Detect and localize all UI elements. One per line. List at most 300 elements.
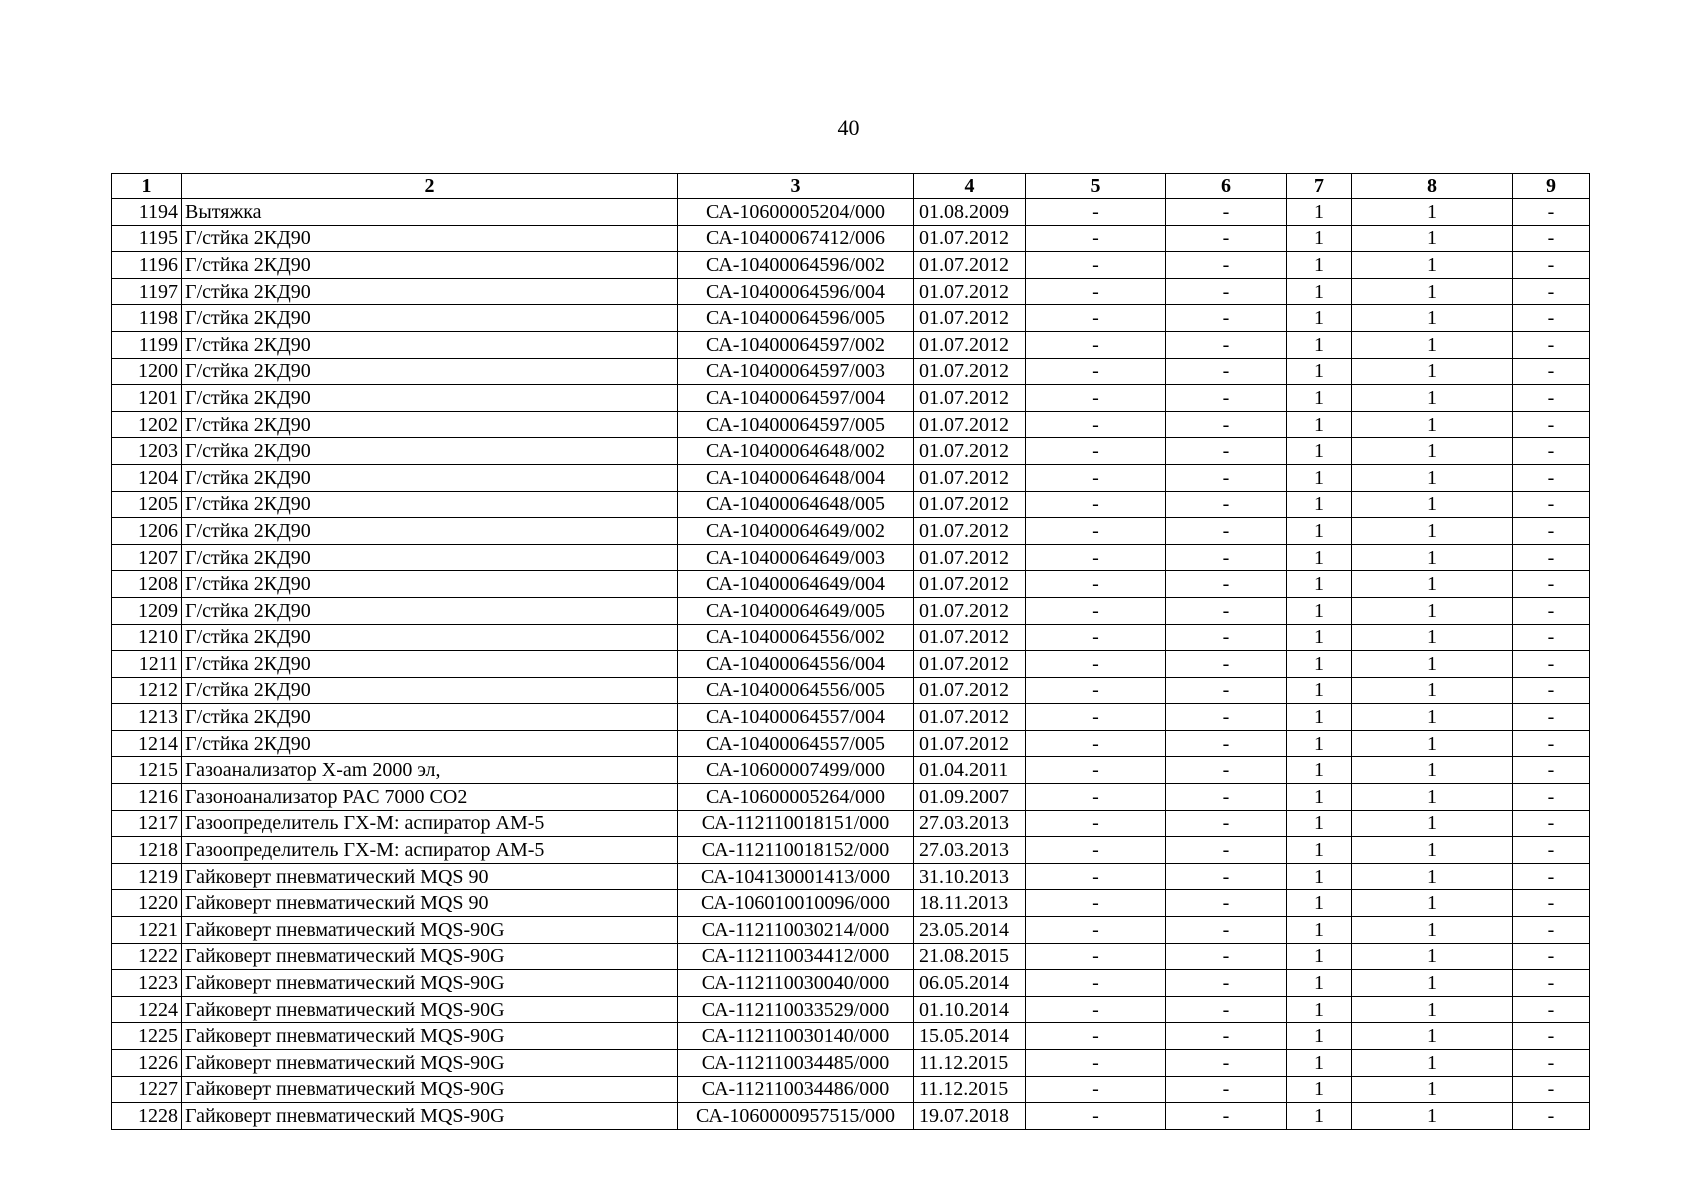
col7-cell: 1 <box>1287 411 1352 438</box>
col8-cell: 1 <box>1352 1023 1513 1050</box>
item-name-cell: Г/стйка 2КД90 <box>182 385 678 412</box>
col6-cell: - <box>1166 784 1287 811</box>
item-name-cell: Г/стйка 2КД90 <box>182 305 678 332</box>
table-row <box>112 544 1590 571</box>
col5-cell: - <box>1026 1076 1166 1103</box>
col9-cell: - <box>1513 305 1590 332</box>
item-name-cell: Г/стйка 2КД90 <box>182 358 678 385</box>
row-number-cell: 1199 <box>112 331 182 358</box>
inventory-code-cell: СА-10400064648/005 <box>678 491 914 518</box>
col5-cell: - <box>1026 784 1166 811</box>
table-row <box>112 278 1590 305</box>
col9-cell: - <box>1513 278 1590 305</box>
col5-cell: - <box>1026 305 1166 332</box>
date-cell: 01.07.2012 <box>914 624 1026 651</box>
col8-cell: 1 <box>1352 1076 1513 1103</box>
row-number-cell: 1202 <box>112 411 182 438</box>
inventory-code-cell: СА-112110033529/000 <box>678 996 914 1023</box>
row-number-cell: 1211 <box>112 651 182 678</box>
row-number-cell: 1204 <box>112 464 182 491</box>
inventory-code-cell: СА-112110034486/000 <box>678 1076 914 1103</box>
row-number-cell: 1225 <box>112 1023 182 1050</box>
table-row <box>112 411 1590 438</box>
column-header: 6 <box>1166 174 1287 199</box>
col8-cell: 1 <box>1352 597 1513 624</box>
item-name-cell: Газоопределитель ГХ-М: аспиратор АМ-5 <box>182 810 678 837</box>
col5-cell: - <box>1026 597 1166 624</box>
col9-cell: - <box>1513 331 1590 358</box>
col6-cell: - <box>1166 863 1287 890</box>
table-row <box>112 890 1590 917</box>
table-row <box>112 1023 1590 1050</box>
col7-cell: 1 <box>1287 970 1352 997</box>
inventory-code-cell: СА-10600007499/000 <box>678 757 914 784</box>
inventory-code-cell: СА-112110018151/000 <box>678 810 914 837</box>
table-row <box>112 491 1590 518</box>
col8-cell: 1 <box>1352 199 1513 226</box>
col9-cell: - <box>1513 970 1590 997</box>
col5-cell: - <box>1026 943 1166 970</box>
date-cell: 01.07.2012 <box>914 225 1026 252</box>
col5-cell: - <box>1026 810 1166 837</box>
row-number-cell: 1223 <box>112 970 182 997</box>
col5-cell: - <box>1026 385 1166 412</box>
table-row <box>112 624 1590 651</box>
col6-cell: - <box>1166 252 1287 279</box>
col9-cell: - <box>1513 518 1590 545</box>
item-name-cell: Гайковерт пневматический MQS-90G <box>182 1023 678 1050</box>
col8-cell: 1 <box>1352 917 1513 944</box>
date-cell: 19.07.2018 <box>914 1103 1026 1130</box>
row-number-cell: 1206 <box>112 518 182 545</box>
col7-cell: 1 <box>1287 571 1352 598</box>
table-row <box>112 917 1590 944</box>
col5-cell: - <box>1026 730 1166 757</box>
col5-cell: - <box>1026 1023 1166 1050</box>
col7-cell: 1 <box>1287 651 1352 678</box>
row-number-cell: 1221 <box>112 917 182 944</box>
item-name-cell: Гайковерт пневматический MQS-90G <box>182 917 678 944</box>
col7-cell: 1 <box>1287 438 1352 465</box>
inventory-code-cell: СА-10400064556/004 <box>678 651 914 678</box>
date-cell: 01.07.2012 <box>914 252 1026 279</box>
inventory-code-cell: СА-112110034485/000 <box>678 1050 914 1077</box>
col9-cell: - <box>1513 438 1590 465</box>
col5-cell: - <box>1026 491 1166 518</box>
date-cell: 06.05.2014 <box>914 970 1026 997</box>
row-number-cell: 1215 <box>112 757 182 784</box>
col6-cell: - <box>1166 438 1287 465</box>
col7-cell: 1 <box>1287 996 1352 1023</box>
table-row <box>112 1103 1590 1130</box>
col8-cell: 1 <box>1352 225 1513 252</box>
col6-cell: - <box>1166 624 1287 651</box>
inventory-code-cell: СА-10400064557/004 <box>678 704 914 731</box>
item-name-cell: Г/стйка 2КД90 <box>182 278 678 305</box>
col5-cell: - <box>1026 225 1166 252</box>
table-row <box>112 518 1590 545</box>
col8-cell: 1 <box>1352 278 1513 305</box>
inventory-code-cell: СА-106010010096/000 <box>678 890 914 917</box>
row-number-cell: 1216 <box>112 784 182 811</box>
item-name-cell: Газоноанализатор PAC 7000 CO2 <box>182 784 678 811</box>
inventory-code-cell: СА-10400064648/004 <box>678 464 914 491</box>
item-name-cell: Гайковерт пневматический MQS-90G <box>182 1103 678 1130</box>
col5-cell: - <box>1026 464 1166 491</box>
col8-cell: 1 <box>1352 358 1513 385</box>
col6-cell: - <box>1166 331 1287 358</box>
col8-cell: 1 <box>1352 757 1513 784</box>
col9-cell: - <box>1513 411 1590 438</box>
col6-cell: - <box>1166 1103 1287 1130</box>
col5-cell: - <box>1026 996 1166 1023</box>
col6-cell: - <box>1166 810 1287 837</box>
col8-cell: 1 <box>1352 730 1513 757</box>
row-number-cell: 1195 <box>112 225 182 252</box>
item-name-cell: Г/стйка 2КД90 <box>182 518 678 545</box>
row-number-cell: 1201 <box>112 385 182 412</box>
inventory-code-cell: СА-10400064597/003 <box>678 358 914 385</box>
row-number-cell: 1218 <box>112 837 182 864</box>
col8-cell: 1 <box>1352 305 1513 332</box>
table-row <box>112 837 1590 864</box>
col7-cell: 1 <box>1287 491 1352 518</box>
col6-cell: - <box>1166 970 1287 997</box>
column-header: 8 <box>1352 174 1513 199</box>
col8-cell: 1 <box>1352 331 1513 358</box>
item-name-cell: Г/стйка 2КД90 <box>182 225 678 252</box>
col6-cell: - <box>1166 730 1287 757</box>
col6-cell: - <box>1166 199 1287 226</box>
col6-cell: - <box>1166 917 1287 944</box>
row-number-cell: 1214 <box>112 730 182 757</box>
col5-cell: - <box>1026 651 1166 678</box>
col6-cell: - <box>1166 491 1287 518</box>
col9-cell: - <box>1513 597 1590 624</box>
col7-cell: 1 <box>1287 252 1352 279</box>
col9-cell: - <box>1513 704 1590 731</box>
col5-cell: - <box>1026 890 1166 917</box>
col6-cell: - <box>1166 677 1287 704</box>
col7-cell: 1 <box>1287 837 1352 864</box>
col7-cell: 1 <box>1287 624 1352 651</box>
col8-cell: 1 <box>1352 491 1513 518</box>
date-cell: 21.08.2015 <box>914 943 1026 970</box>
item-name-cell: Г/стйка 2КД90 <box>182 597 678 624</box>
col5-cell: - <box>1026 1050 1166 1077</box>
table-row <box>112 970 1590 997</box>
col7-cell: 1 <box>1287 225 1352 252</box>
item-name-cell: Гайковерт пневматический MQS-90G <box>182 943 678 970</box>
date-cell: 01.07.2012 <box>914 305 1026 332</box>
col5-cell: - <box>1026 438 1166 465</box>
date-cell: 01.07.2012 <box>914 385 1026 412</box>
col8-cell: 1 <box>1352 438 1513 465</box>
date-cell: 01.07.2012 <box>914 651 1026 678</box>
date-cell: 01.07.2012 <box>914 730 1026 757</box>
col8-cell: 1 <box>1352 890 1513 917</box>
col9-cell: - <box>1513 225 1590 252</box>
inventory-code-cell: СА-104130001413/000 <box>678 863 914 890</box>
col5-cell: - <box>1026 624 1166 651</box>
item-name-cell: Г/стйка 2КД90 <box>182 464 678 491</box>
table-row <box>112 996 1590 1023</box>
col5-cell: - <box>1026 199 1166 226</box>
table-row <box>112 677 1590 704</box>
row-number-cell: 1212 <box>112 677 182 704</box>
col6-cell: - <box>1166 385 1287 412</box>
col8-cell: 1 <box>1352 704 1513 731</box>
item-name-cell: Гайковерт пневматический MQS 90 <box>182 890 678 917</box>
date-cell: 11.12.2015 <box>914 1076 1026 1103</box>
row-number-cell: 1226 <box>112 1050 182 1077</box>
col9-cell: - <box>1513 863 1590 890</box>
table-row <box>112 757 1590 784</box>
inventory-code-cell: СА-10400064557/005 <box>678 730 914 757</box>
date-cell: 18.11.2013 <box>914 890 1026 917</box>
row-number-cell: 1213 <box>112 704 182 731</box>
col9-cell: - <box>1513 917 1590 944</box>
item-name-cell: Гайковерт пневматический MQS-90G <box>182 1050 678 1077</box>
col7-cell: 1 <box>1287 730 1352 757</box>
col7-cell: 1 <box>1287 278 1352 305</box>
col9-cell: - <box>1513 358 1590 385</box>
date-cell: 01.07.2012 <box>914 438 1026 465</box>
table-row <box>112 597 1590 624</box>
date-cell: 01.07.2012 <box>914 518 1026 545</box>
table-body <box>112 199 1590 1130</box>
inventory-code-cell: СА-10600005204/000 <box>678 199 914 226</box>
inventory-code-cell: СА-10400064649/004 <box>678 571 914 598</box>
col6-cell: - <box>1166 1023 1287 1050</box>
row-number-cell: 1219 <box>112 863 182 890</box>
item-name-cell: Г/стйка 2КД90 <box>182 411 678 438</box>
date-cell: 01.07.2012 <box>914 677 1026 704</box>
inventory-code-cell: СА-10400064556/005 <box>678 677 914 704</box>
inventory-code-cell: СА-112110034412/000 <box>678 943 914 970</box>
row-number-cell: 1228 <box>112 1103 182 1130</box>
row-number-cell: 1222 <box>112 943 182 970</box>
table-row <box>112 1050 1590 1077</box>
inventory-code-cell: СА-10400064649/002 <box>678 518 914 545</box>
table-row <box>112 651 1590 678</box>
row-number-cell: 1203 <box>112 438 182 465</box>
column-header: 3 <box>678 174 914 199</box>
inventory-code-cell: СА-10400064596/004 <box>678 278 914 305</box>
column-header: 5 <box>1026 174 1166 199</box>
col7-cell: 1 <box>1287 677 1352 704</box>
col9-cell: - <box>1513 1023 1590 1050</box>
item-name-cell: Г/стйка 2КД90 <box>182 704 678 731</box>
col7-cell: 1 <box>1287 757 1352 784</box>
col7-cell: 1 <box>1287 1103 1352 1130</box>
col6-cell: - <box>1166 411 1287 438</box>
col8-cell: 1 <box>1352 863 1513 890</box>
inventory-code-cell: СА-10400064649/005 <box>678 597 914 624</box>
date-cell: 01.07.2012 <box>914 411 1026 438</box>
col6-cell: - <box>1166 757 1287 784</box>
header-row <box>112 174 1590 199</box>
col6-cell: - <box>1166 943 1287 970</box>
table-row <box>112 464 1590 491</box>
inventory-code-cell: СА-10400067412/006 <box>678 225 914 252</box>
col7-cell: 1 <box>1287 597 1352 624</box>
inventory-code-cell: СА-10400064596/002 <box>678 252 914 279</box>
col6-cell: - <box>1166 837 1287 864</box>
date-cell: 01.07.2012 <box>914 278 1026 305</box>
inventory-table <box>111 173 1590 1130</box>
inventory-code-cell: СА-10400064556/002 <box>678 624 914 651</box>
col8-cell: 1 <box>1352 651 1513 678</box>
item-name-cell: Г/стйка 2КД90 <box>182 252 678 279</box>
col9-cell: - <box>1513 943 1590 970</box>
table-row <box>112 863 1590 890</box>
col9-cell: - <box>1513 1076 1590 1103</box>
table-row <box>112 810 1590 837</box>
inventory-code-cell: СА-112110030214/000 <box>678 917 914 944</box>
table-row <box>112 331 1590 358</box>
inventory-code-cell: СА-10600005264/000 <box>678 784 914 811</box>
col7-cell: 1 <box>1287 385 1352 412</box>
row-number-cell: 1194 <box>112 199 182 226</box>
date-cell: 01.07.2012 <box>914 464 1026 491</box>
item-name-cell: Г/стйка 2КД90 <box>182 624 678 651</box>
table-row <box>112 358 1590 385</box>
inventory-code-cell: СА-10400064597/004 <box>678 385 914 412</box>
row-number-cell: 1224 <box>112 996 182 1023</box>
inventory-code-cell: СА-112110018152/000 <box>678 837 914 864</box>
date-cell: 01.09.2007 <box>914 784 1026 811</box>
table-row <box>112 385 1590 412</box>
col7-cell: 1 <box>1287 544 1352 571</box>
col5-cell: - <box>1026 571 1166 598</box>
item-name-cell: Гайковерт пневматический MQS 90 <box>182 863 678 890</box>
col9-cell: - <box>1513 491 1590 518</box>
table-row <box>112 943 1590 970</box>
col6-cell: - <box>1166 544 1287 571</box>
col9-cell: - <box>1513 1050 1590 1077</box>
col9-cell: - <box>1513 385 1590 412</box>
inventory-code-cell: СА-112110030140/000 <box>678 1023 914 1050</box>
col5-cell: - <box>1026 278 1166 305</box>
column-header: 9 <box>1513 174 1590 199</box>
col8-cell: 1 <box>1352 943 1513 970</box>
date-cell: 01.07.2012 <box>914 331 1026 358</box>
col6-cell: - <box>1166 890 1287 917</box>
table-row <box>112 571 1590 598</box>
row-number-cell: 1196 <box>112 252 182 279</box>
col8-cell: 1 <box>1352 837 1513 864</box>
item-name-cell: Г/стйка 2КД90 <box>182 331 678 358</box>
col8-cell: 1 <box>1352 1103 1513 1130</box>
table-row <box>112 730 1590 757</box>
col9-cell: - <box>1513 571 1590 598</box>
table-row <box>112 704 1590 731</box>
item-name-cell: Г/стйка 2КД90 <box>182 544 678 571</box>
col7-cell: 1 <box>1287 784 1352 811</box>
col7-cell: 1 <box>1287 518 1352 545</box>
col8-cell: 1 <box>1352 810 1513 837</box>
item-name-cell: Г/стйка 2КД90 <box>182 651 678 678</box>
row-number-cell: 1197 <box>112 278 182 305</box>
col7-cell: 1 <box>1287 890 1352 917</box>
item-name-cell: Г/стйка 2КД90 <box>182 677 678 704</box>
inventory-code-cell: СА-10400064596/005 <box>678 305 914 332</box>
col9-cell: - <box>1513 810 1590 837</box>
col8-cell: 1 <box>1352 677 1513 704</box>
col9-cell: - <box>1513 1103 1590 1130</box>
item-name-cell: Гайковерт пневматический MQS-90G <box>182 996 678 1023</box>
col5-cell: - <box>1026 518 1166 545</box>
col6-cell: - <box>1166 225 1287 252</box>
col5-cell: - <box>1026 411 1166 438</box>
table-row <box>112 438 1590 465</box>
date-cell: 01.10.2014 <box>914 996 1026 1023</box>
col9-cell: - <box>1513 624 1590 651</box>
col7-cell: 1 <box>1287 1050 1352 1077</box>
col5-cell: - <box>1026 252 1166 279</box>
col6-cell: - <box>1166 278 1287 305</box>
col7-cell: 1 <box>1287 358 1352 385</box>
col7-cell: 1 <box>1287 863 1352 890</box>
item-name-cell: Гайковерт пневматический MQS-90G <box>182 970 678 997</box>
col9-cell: - <box>1513 677 1590 704</box>
date-cell: 15.05.2014 <box>914 1023 1026 1050</box>
col9-cell: - <box>1513 252 1590 279</box>
col6-cell: - <box>1166 305 1287 332</box>
row-number-cell: 1205 <box>112 491 182 518</box>
col6-cell: - <box>1166 518 1287 545</box>
col9-cell: - <box>1513 464 1590 491</box>
item-name-cell: Г/стйка 2КД90 <box>182 491 678 518</box>
col8-cell: 1 <box>1352 970 1513 997</box>
col6-cell: - <box>1166 1050 1287 1077</box>
col7-cell: 1 <box>1287 305 1352 332</box>
inventory-code-cell: СА-112110030040/000 <box>678 970 914 997</box>
col6-cell: - <box>1166 597 1287 624</box>
col9-cell: - <box>1513 837 1590 864</box>
item-name-cell: Г/стйка 2КД90 <box>182 438 678 465</box>
row-number-cell: 1217 <box>112 810 182 837</box>
date-cell: 31.10.2013 <box>914 863 1026 890</box>
col6-cell: - <box>1166 704 1287 731</box>
col5-cell: - <box>1026 331 1166 358</box>
col5-cell: - <box>1026 544 1166 571</box>
item-name-cell: Гайковерт пневматический MQS-90G <box>182 1076 678 1103</box>
col9-cell: - <box>1513 757 1590 784</box>
item-name-cell: Газоанализатор X-am 2000 эл, <box>182 757 678 784</box>
col9-cell: - <box>1513 890 1590 917</box>
col9-cell: - <box>1513 651 1590 678</box>
item-name-cell: Вытяжка <box>182 199 678 226</box>
col8-cell: 1 <box>1352 571 1513 598</box>
item-name-cell: Газоопределитель ГХ-М: аспиратор АМ-5 <box>182 837 678 864</box>
row-number-cell: 1207 <box>112 544 182 571</box>
col7-cell: 1 <box>1287 331 1352 358</box>
col8-cell: 1 <box>1352 544 1513 571</box>
page-number: 40 <box>837 115 860 140</box>
col6-cell: - <box>1166 464 1287 491</box>
row-number-cell: 1198 <box>112 305 182 332</box>
col7-cell: 1 <box>1287 1076 1352 1103</box>
table-row <box>112 305 1590 332</box>
date-cell: 27.03.2013 <box>914 837 1026 864</box>
col5-cell: - <box>1026 970 1166 997</box>
col8-cell: 1 <box>1352 464 1513 491</box>
col8-cell: 1 <box>1352 624 1513 651</box>
col7-cell: 1 <box>1287 810 1352 837</box>
col5-cell: - <box>1026 704 1166 731</box>
